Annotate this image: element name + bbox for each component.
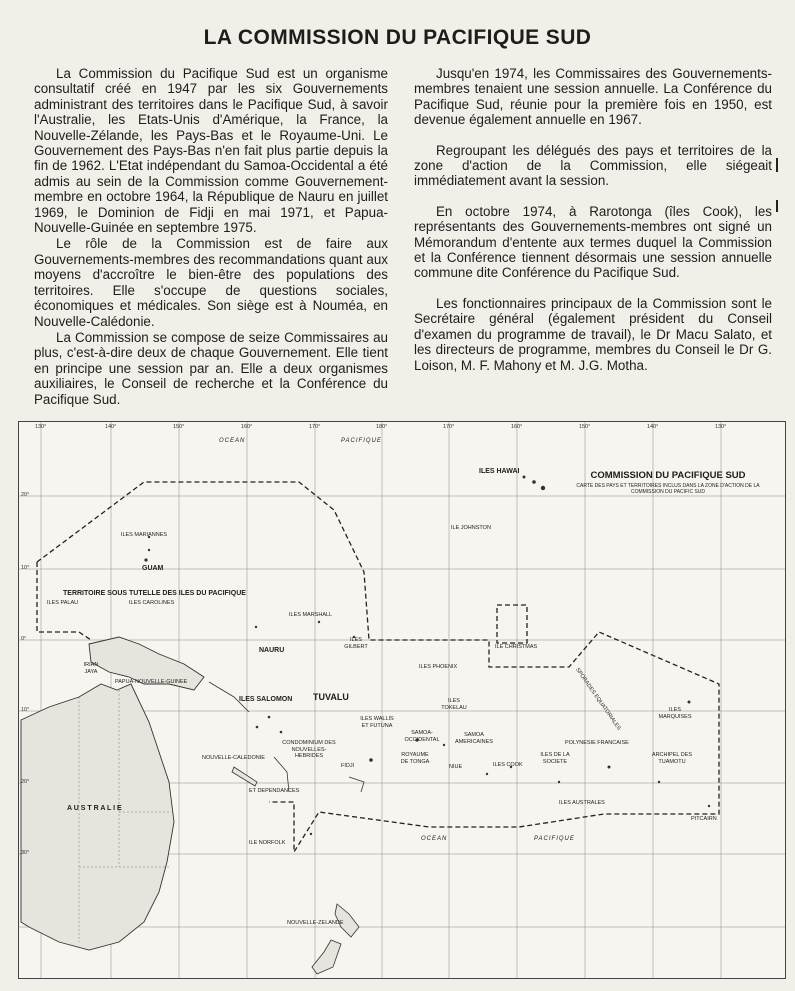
place-label: SAMOA AMERICAINES [455,732,493,745]
margin-mark [776,200,778,212]
place-label: SPORADES EQUATORIALES [574,667,622,732]
place-label: SAMOA-OCCIDENTAL [404,730,440,743]
place-label: ILES MARIANNES [120,532,168,538]
paragraph: La Commission du Pacifique Sud est un organisme consultatif créé en 1947 par les six Gouvernements administrant des territoires dans le Pacifique Sud, à savoir l'Australie, les Etats-Unis d'Amérique, la France, la Nouvelle-Zélande, les Pays-Bas et le Royaume-Uni. Le Gouvernement des Pays-Bas n'en fait plus partie depuis la fin de 1962. L'Etat indépendant du Samoa-Occidental a été admis au sein de la Commission comme Gouvernement-membre en octobre 1964, la République de Nauru en juillet 1969, le Dominion de Fidji en mai 1971, et Papua-Nouvelle-Guinée en septembre 1975. [34,66,388,236]
place-label: ILES MARSHALL [289,612,333,618]
longitude-label: 170° [443,424,455,430]
place-label: ILES CAROLINES [129,600,175,606]
place-label: A U S T R A L I E [67,805,122,812]
longitude-label: 180° [376,424,388,430]
place-label: IRIAN JAYA [83,662,99,675]
place-label: ILES COOK [493,762,523,768]
place-label: ROYAUME DE TONGA [400,752,430,765]
longitude-label: 160° [511,424,523,430]
pacific-map [18,421,786,979]
latitude-label: 20° [21,779,30,785]
place-label: NIUE [449,764,463,770]
place-label: NOUVELLE-ZELANDE [287,920,344,926]
longitude-label: 150° [173,424,185,430]
margin-mark [776,158,778,172]
place-label: PAPUA-NOUVELLE-GUINEE [115,679,188,685]
place-label: ET DEPENDANCES [249,788,300,794]
longitude-label: 140° [647,424,659,430]
paragraph: Jusqu'en 1974, les Commissaires des Gouvernements-membres tenaient une session annuelle. La Conférence du Pacifique Sud, réunie pour la première fois en 1950, est devenue également annuelle en 1967. [414,66,772,128]
place-label: ILES SALOMON [239,696,293,703]
longitude-label: 130° [715,424,727,430]
place-label: FIDJI [341,763,355,769]
place-label: NOUVELLE-CALEDONIE [202,755,265,761]
page-title: LA COMMISSION DU PACIFIQUE SUD [203,26,592,49]
place-label: ILES TOKELAU [441,698,467,711]
paragraph: Le rôle de la Commission est de faire aux Gouvernements-membres des recommandations quant aux moyens d'accroître le bien-être des populations des territoires. Elle s'occupe de questions sociales, économiques et médicales. Son siège est à Nouméa, en Nouvelle-Calédonie. [34,236,388,329]
paragraph: Les fonctionnaires principaux de la Commission sont le Secrétaire général (également président du Conseil d'examen du programme de travail), le Dr Macu Salato, et les directeurs de programme, membres du Conseil le Dr G. Loison, M. F. Mahony et M. J.G. Motha. [414,295,772,373]
longitude-label: 150° [579,424,591,430]
right-text-column [414,66,772,388]
place-label: ILES HAWAI [479,468,520,475]
place-label: ILES DE LA SOCIETE [540,752,570,765]
place-label: ARCHIPEL DES TUAMOTU [651,752,693,765]
latitude-label: 20° [21,492,30,498]
latitude-label: 0° [21,636,27,642]
place-label: TUVALU [313,692,349,702]
place-label: ILE JOHNSTON [451,525,491,531]
longitude-label: 130° [35,424,47,430]
place-label: TERRITOIRE SOUS TUTELLE DES ILES DU PACIFIQUE [63,590,246,597]
latitude-label: 30° [21,850,30,856]
place-label: ILES PALAU [47,600,79,606]
paragraph: Regroupant les délégués des pays et territoires de la zone d'action de la Commission, elle siégeait immédiatement avant la session. [414,142,772,189]
place-label: ILES GILBERT [344,637,368,650]
place-label: CONDOMINIUM DES NOUVELLES-HEBRIDES [282,740,336,759]
left-text-column [34,66,388,408]
place-label: ILE NORFOLK [249,840,286,846]
paragraph: En octobre 1974, à Rarotonga (îles Cook), les représentants des Gouvernements-membres ont signé un Mémorandum d'entente aux termes duquel la Commission et la Conférence tiennent désormais une session annuelle commune dite Conférence du Pacifique Sud. [414,203,772,281]
map-subtitle: CARTE DES PAYS ET TERRITOIRES INCLUS DANS LA ZONE D'ACTION DE LA COMMISSION DU PACIFIC SUD [576,483,760,495]
longitude-label: 160° [241,424,253,430]
map-title-block [568,470,768,495]
latitude-label: 10° [21,565,30,571]
place-label: ILES PHOENIX [419,664,458,670]
paragraph: La Commission se compose de seize Commissaires au plus, c'est-à-dire deux de chaque Gouvernement. Elle tient en principe une session par an. Elle a deux organismes auxiliaires, le Conseil de recherche et la Conférence du Pacifique Sud. [34,329,388,407]
ocean-label: OCEAN [219,438,246,444]
ocean-label: OCEAN [421,836,448,842]
ocean-label: PACIFIQUE [341,438,382,444]
place-label: POLYNESIE FRANCAISE [565,740,629,746]
place-label: ILE CHRISTMAS [495,644,538,650]
ocean-label: PACIFIQUE [534,836,575,842]
map-title: COMMISSION DU PACIFIQUE SUD [590,470,746,481]
place-label: NAURU [259,647,285,654]
map-graphic [19,422,785,978]
latitude-label: 10° [21,707,30,713]
longitude-label: 140° [105,424,117,430]
longitude-label: 170° [309,424,321,430]
place-label: ILES MARQUISES [658,707,692,720]
place-label: ILES WALLIS ET FUTUNA [360,716,394,729]
place-label: GUAM [142,565,164,572]
place-label: ILES AUSTRALES [559,800,605,806]
place-label: PITCAIRN [691,816,717,822]
